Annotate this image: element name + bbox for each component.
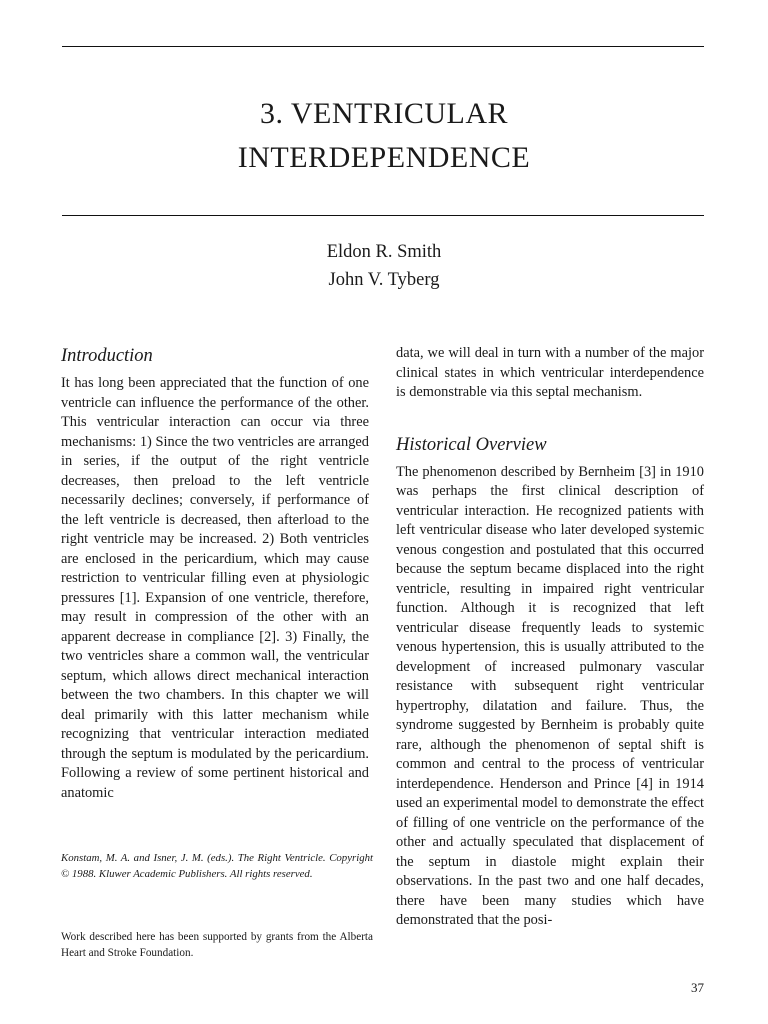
introduction-heading: Introduction (61, 346, 153, 366)
top-rule (62, 46, 704, 47)
title-rule (62, 215, 704, 216)
page-number: 37 (691, 980, 704, 995)
chapter-title-line-1: 3. VENTRICULAR (259, 97, 509, 130)
left-column (61, 344, 369, 803)
historical-overview-heading: Historical Overview (396, 434, 547, 455)
copyright-footnote: Konstam, M. A. and Isner, J. M. (eds.). The Right Ventricle. Copyright © 1988. Kluwer Academic Publishers. All rights reserved. (61, 852, 373, 880)
author-1: Eldon R. Smith (326, 242, 442, 262)
chapter-title-line-2: INTERDEPENDENCE (237, 141, 531, 174)
author-2: John V. Tyberg (328, 270, 440, 290)
funding-footnote: Work described here has been supported by grants from the Alberta Heart and Stroke Foundation. (61, 931, 373, 959)
introduction-continuation: data, we will deal in turn with a number of the major clinical states in which ventricular interdependence is demonstrable via this septal mechanism. (396, 345, 704, 400)
chapter-title (0, 92, 768, 180)
introduction-paragraph: It has long been appreciated that the function of one ventricle can influence the performance of the other. This ventricular interaction can occur via three mechanisms: 1) Since the two ventricles are arranged in series, if the output of the right ventricle decreases, then preload to the left ventricle necessarily declines; conversely, if performance of the left ventricle is decreased, then afterload to the right ventricle may be increased. 2) Both ventricles are enclosed in the pericardium, which may cause restriction to ventricular filling even at physiologic pressures [1]. Expansion of one ventricle, therefore, may result in compression of the other with an apparent decrease in compliance [2]. 3) Finally, the two ventricles share a common wall, the ventricular septum, which allows direct mechanical interaction between the two chambers. In this chapter we will deal primarily with this latter mechanism while recognizing that ventricular interaction mediated through the septum is modulated by the pericardium. Following a review of some pertinent historical and anatomic (61, 375, 369, 801)
right-column (396, 344, 704, 931)
author-list (0, 238, 768, 294)
historical-overview-paragraph: The phenomenon described by Bernheim [3] in 1910 was perhaps the first clinical description of ventricular interaction. He recognized patients with left ventricular disease who later developed systemic venous congestion and postulated that this occurred because the septum became displaced into the right ventricle, resulting in impaired right ventricular function. Although it is recognized that left ventricular disease frequently leads to systemic venous hypertension, this is usually attributed to the development of increased pulmonary vascular resistance with subsequent right ventricular hypertrophy, dilatation and failure. Thus, the syndrome suggested by Bernheim is probably quite rare, although the phenomenon of septal shift is common and central to the process of ventricular interdependence. Henderson and Prince [4] in 1914 used an experimental model to demonstrate the effect of filling of one ventricle on the performance of the other and actually speculated that displacement of the septum in diastole might explain their observations. In the past two and one half decades, there have been many studies which have demonstrated that the posi- (396, 463, 704, 928)
